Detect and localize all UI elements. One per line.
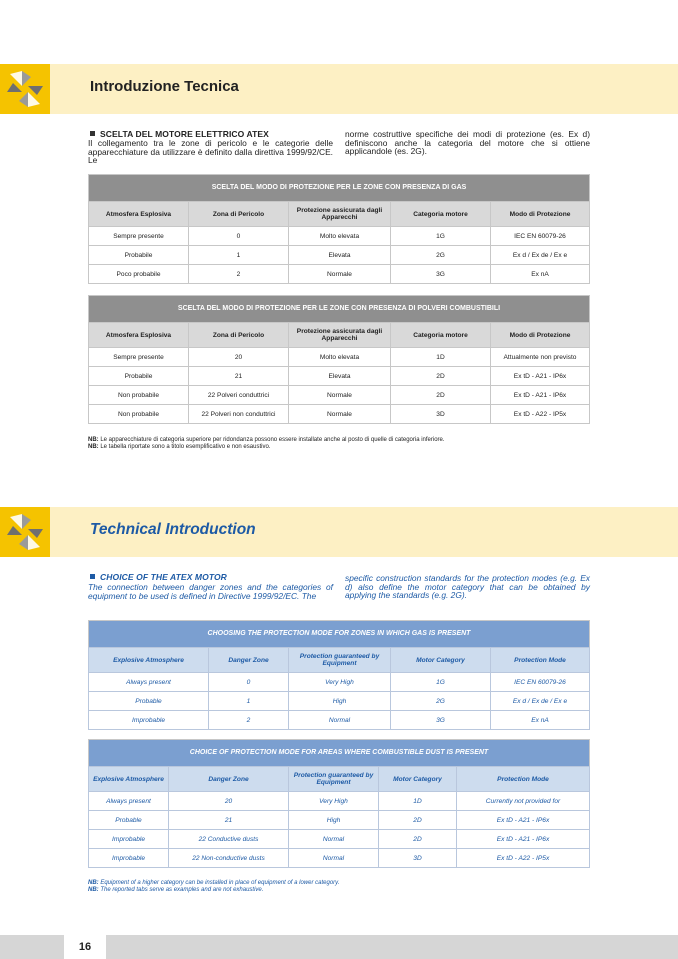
table-row bbox=[89, 830, 590, 849]
table-cell: Attualmente non previsto bbox=[491, 348, 590, 367]
table-cell: 1 bbox=[189, 246, 289, 265]
table-cell: 0 bbox=[209, 673, 289, 692]
table-cell: Molto elevata bbox=[289, 348, 391, 367]
table-cell: Normale bbox=[289, 386, 391, 405]
table-cell: Probabile bbox=[89, 246, 189, 265]
header-band-it bbox=[0, 64, 678, 114]
note-label: NB: bbox=[88, 444, 99, 450]
table-row bbox=[89, 386, 590, 405]
table-header-row bbox=[89, 648, 590, 673]
table-cell: High bbox=[289, 692, 391, 711]
table-caption: SCELTA DEL MODO DI PROTEZIONE PER LE ZONE CON PRESENZA DI GAS bbox=[88, 174, 590, 201]
table-cell: IEC EN 60079-26 bbox=[491, 227, 590, 246]
table-row bbox=[89, 246, 590, 265]
table-cell: 21 bbox=[169, 811, 289, 830]
table-row bbox=[89, 792, 590, 811]
table-cell: 1G bbox=[391, 673, 491, 692]
table-cell: Molto elevata bbox=[289, 227, 391, 246]
table-cell: Ex nA bbox=[491, 265, 590, 284]
table-header: Protection guaranteed by Equipment bbox=[289, 648, 391, 673]
intro-paragraph-right-en: specific construction standards for the protection modes (e.g. Ex d) also define the motor category that can be obtained by applying the standards (e.g. 2G). bbox=[345, 573, 590, 601]
table-header: Categoria motore bbox=[391, 202, 491, 227]
table-header: Explosive Atmosphere bbox=[89, 648, 209, 673]
table-cell: 20 bbox=[189, 348, 289, 367]
table-cell: 2D bbox=[391, 367, 491, 386]
table-cell: 3D bbox=[391, 405, 491, 424]
table-cell: Elevata bbox=[289, 367, 391, 386]
table-header: Protezione assicurata dagli Apparecchi bbox=[289, 323, 391, 348]
table-cell: Always present bbox=[89, 792, 169, 811]
table-cell: Ex d / Ex de / Ex e bbox=[491, 246, 590, 265]
table-cell: 2D bbox=[379, 811, 457, 830]
table-cell: Ex d / Ex de / Ex e bbox=[491, 692, 590, 711]
section-title-text: SCELTA DEL MOTORE ELETTRICO ATEX bbox=[100, 129, 269, 139]
table-cell: 22 Non-conductive dusts bbox=[169, 849, 289, 868]
table-row bbox=[89, 692, 590, 711]
note-text: The reported tabs serve as examples and are not exhaustive. bbox=[100, 887, 264, 893]
table-cell: 3G bbox=[391, 265, 491, 284]
table-cell: 2D bbox=[391, 386, 491, 405]
table-cell: Improbable bbox=[89, 711, 209, 730]
note-line bbox=[88, 880, 588, 887]
table-header-row bbox=[89, 323, 590, 348]
table-row bbox=[89, 265, 590, 284]
table-caption: CHOICE OF PROTECTION MODE FOR AREAS WHERE COMBUSTIBLE DUST IS PRESENT bbox=[88, 739, 590, 766]
table-caption: CHOOSING THE PROTECTION MODE FOR ZONES IN WHICH GAS IS PRESENT bbox=[88, 620, 590, 647]
table-cell: Sempre presente bbox=[89, 227, 189, 246]
table-cell: Non probabile bbox=[89, 386, 189, 405]
table-header: Categoria motore bbox=[391, 323, 491, 348]
intro-paragraph-left: Il collegamento tra le zone di pericolo e le categorie delle apparecchiature da utilizzare è definito dalla direttiva 1999/92/CE. Le bbox=[88, 138, 333, 166]
table-cell: 22 Conductive dusts bbox=[169, 830, 289, 849]
table-cell: 2D bbox=[379, 830, 457, 849]
table-row bbox=[89, 711, 590, 730]
table-cell: 0 bbox=[189, 227, 289, 246]
page-number: 16 bbox=[64, 935, 106, 959]
table-header: Protection Mode bbox=[457, 767, 590, 792]
table-cell: 2G bbox=[391, 692, 491, 711]
table-cell: 1 bbox=[209, 692, 289, 711]
intro-paragraph-left-en: The connection between danger zones and the categories of equipment to be used is defined in Directive 1999/92/EC. The bbox=[88, 582, 333, 601]
table-header: Zona di Pericolo bbox=[189, 323, 289, 348]
table-cell: 20 bbox=[169, 792, 289, 811]
table-header: Atmosfera Esplosiva bbox=[89, 202, 189, 227]
table-cell: Normale bbox=[289, 405, 391, 424]
gas-protection-table-en bbox=[88, 620, 590, 730]
table-cell: High bbox=[289, 811, 379, 830]
table-cell: Improbable bbox=[89, 830, 169, 849]
table-header: Modo di Protezione bbox=[491, 202, 590, 227]
table-cell: Probable bbox=[89, 811, 169, 830]
table-cell: IEC EN 60079-26 bbox=[491, 673, 590, 692]
page-footer bbox=[0, 935, 678, 959]
table-cell: 22 Polveri non conduttrici bbox=[189, 405, 289, 424]
table-row bbox=[89, 227, 590, 246]
table-cell: Improbable bbox=[89, 849, 169, 868]
notes-en bbox=[88, 880, 588, 894]
table-cell: 1D bbox=[391, 348, 491, 367]
page-title-en: Technical Introduction bbox=[90, 521, 256, 538]
section-title-text: CHOICE OF THE ATEX MOTOR bbox=[100, 572, 227, 582]
table-cell: 1D bbox=[379, 792, 457, 811]
table-header-row bbox=[89, 767, 590, 792]
intro-paragraph-right: norme costruttive specifiche dei modi di protezione (es. Ex d) definiscono anche la categoria del motore che si ottiene applicandole (es. 2G). bbox=[345, 129, 590, 157]
note-line bbox=[88, 887, 588, 894]
note-text: Equipment of a higher category can be installed in place of equipment of a lower category. bbox=[100, 880, 340, 886]
table-cell: Currently not provided for bbox=[457, 792, 590, 811]
note-line bbox=[88, 444, 588, 451]
table-cell: Normale bbox=[289, 265, 391, 284]
table-row bbox=[89, 673, 590, 692]
table-header: Zona di Pericolo bbox=[189, 202, 289, 227]
table-cell: Ex tD - A21 - IP6x bbox=[457, 830, 590, 849]
table-cell: 3G bbox=[391, 711, 491, 730]
table-header-row bbox=[89, 202, 590, 227]
gas-protection-table bbox=[88, 174, 590, 284]
table-cell: 22 Polveri conduttrici bbox=[189, 386, 289, 405]
notes bbox=[88, 437, 588, 451]
table-header: Explosive Atmosphere bbox=[89, 767, 169, 792]
table-cell: 2 bbox=[189, 265, 289, 284]
table-cell: 3D bbox=[379, 849, 457, 868]
table-cell: Elevata bbox=[289, 246, 391, 265]
table-header: Protection Mode bbox=[491, 648, 590, 673]
note-line bbox=[88, 437, 588, 444]
table-header: Protezione assicurata dagli Apparecchi bbox=[289, 202, 391, 227]
table-cell: Ex nA bbox=[491, 711, 590, 730]
table-cell: 2 bbox=[209, 711, 289, 730]
table-cell: Sempre presente bbox=[89, 348, 189, 367]
dust-protection-table bbox=[88, 295, 590, 424]
note-label: NB: bbox=[88, 437, 99, 443]
table-cell: Ex tD - A21 - IP6x bbox=[457, 811, 590, 830]
table-cell: Normal bbox=[289, 830, 379, 849]
table-row bbox=[89, 367, 590, 386]
note-text: Le apparecchiature di categoria superiore per ridondanza possono essere installate anche al posto di quelle di categoria inferiore. bbox=[100, 437, 445, 443]
table-cell: Ex tD - A22 - IP5x bbox=[457, 849, 590, 868]
table-cell: 2G bbox=[391, 246, 491, 265]
table-cell: Ex tD - A21 - IP6x bbox=[491, 386, 590, 405]
bullet-square-icon bbox=[90, 574, 95, 579]
table-cell: Normal bbox=[289, 711, 391, 730]
table-cell: Normal bbox=[289, 849, 379, 868]
header-band-en bbox=[0, 507, 678, 557]
table-cell: Poco probabile bbox=[89, 265, 189, 284]
table-cell: 1G bbox=[391, 227, 491, 246]
note-label: NB: bbox=[88, 887, 99, 893]
table-cell: Probable bbox=[89, 692, 209, 711]
table-header: Atmosfera Esplosiva bbox=[89, 323, 189, 348]
table-cell: Very High bbox=[289, 792, 379, 811]
table-cell: Ex tD - A22 - IP5x bbox=[491, 405, 590, 424]
table-cell: Very High bbox=[289, 673, 391, 692]
table-header: Danger Zone bbox=[209, 648, 289, 673]
table-header: Danger Zone bbox=[169, 767, 289, 792]
table-header: Motor Category bbox=[391, 648, 491, 673]
table-header: Motor Category bbox=[379, 767, 457, 792]
table-cell: Always present bbox=[89, 673, 209, 692]
bullet-square-icon bbox=[90, 131, 95, 136]
dust-protection-table-en bbox=[88, 739, 590, 868]
table-cell: Ex tD - A21 - IP6x bbox=[491, 367, 590, 386]
table-cell: 21 bbox=[189, 367, 289, 386]
table-row bbox=[89, 849, 590, 868]
table-cell: Probabile bbox=[89, 367, 189, 386]
pinwheel-logo-icon bbox=[0, 507, 50, 557]
table-row bbox=[89, 348, 590, 367]
table-row bbox=[89, 405, 590, 424]
section-title-en bbox=[90, 572, 227, 582]
table-header: Protection guaranteed by Equipment bbox=[289, 767, 379, 792]
note-label: NB: bbox=[88, 880, 99, 886]
table-caption: SCELTA DEL MODO DI PROTEZIONE PER LE ZONE CON PRESENZA DI POLVERI COMBUSTIBILI bbox=[88, 295, 590, 322]
table-cell: Non probabile bbox=[89, 405, 189, 424]
page-title: Introduzione Tecnica bbox=[90, 78, 239, 95]
note-text: Le tabella riportate sono a titolo esemplificativo e non esaustivo. bbox=[100, 444, 271, 450]
pinwheel-logo-icon bbox=[0, 64, 50, 114]
table-header: Modo di Protezione bbox=[491, 323, 590, 348]
table-row bbox=[89, 811, 590, 830]
